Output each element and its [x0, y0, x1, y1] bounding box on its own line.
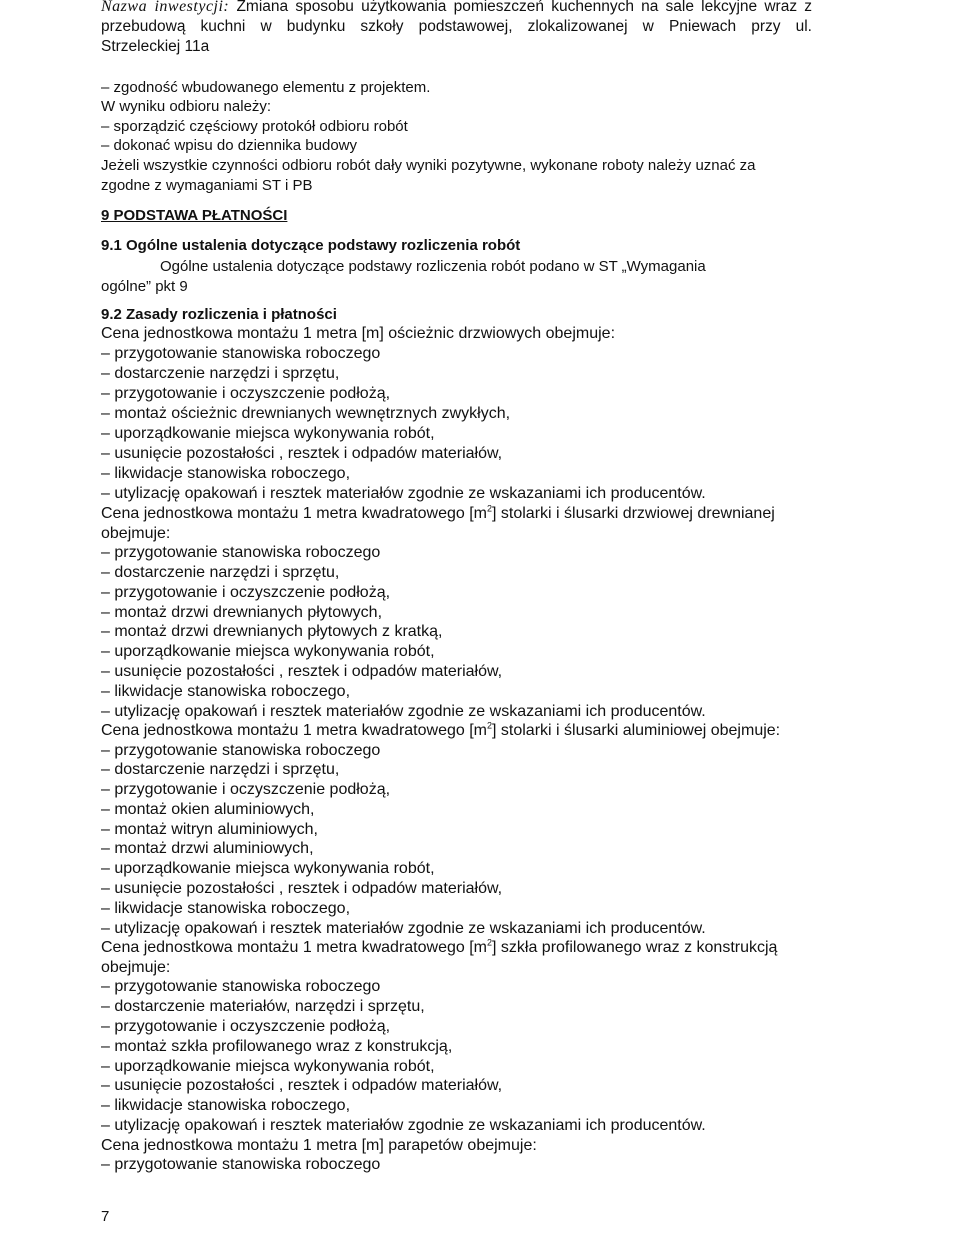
- list-item: – montaż witryn aluminiowych,: [101, 821, 318, 838]
- block-2-intro-b: ] stolarki i ślusarki drzwiowej drewnianej: [492, 505, 775, 522]
- block-2-intro: [101, 504, 775, 524]
- block-4-intro: [101, 938, 777, 958]
- block-3-intro-b: ] stolarki i ślusarki aluminiowej obejmuje:: [492, 722, 781, 739]
- investment-header-line-3: Strzeleckiej 11a: [101, 38, 210, 55]
- list-item: – przygotowanie i oczyszczenie podłożą,: [101, 584, 391, 601]
- block-3-intro-a: Cena jednostkowa montażu 1 metra kwadratowego [m: [101, 722, 487, 739]
- list-item: – przygotowanie i oczyszczenie podłożą,: [101, 385, 391, 402]
- list-item: – przygotowanie stanowiska roboczego: [101, 345, 381, 362]
- list-item: – utylizację opakowań i resztek materiałów zgodnie ze wskazaniami ich producentów.: [101, 485, 706, 502]
- list-item: – przygotowanie stanowiska roboczego: [101, 544, 381, 561]
- list-item: – utylizację opakowań i resztek materiałów zgodnie ze wskazaniami ich producentów.: [101, 920, 706, 937]
- intro-paragraph-line-2: zgodne z wymaganiami ST i PB: [101, 177, 313, 194]
- section-9-1-text-1: Ogólne ustalenia dotyczące podstawy rozliczenia robót podano w ST „Wymagania: [160, 258, 706, 275]
- list-item: – przygotowanie stanowiska roboczego: [101, 742, 381, 759]
- list-item: – usunięcie pozostałości , resztek i odpadów materiałów,: [101, 663, 503, 680]
- investment-text-1: Zmiana sposobu użytkowania pomieszczeń kuchennych na sale lekcyjne wraz z: [236, 0, 812, 15]
- block-2-sup: 2: [486, 503, 492, 514]
- list-item: – montaż okien aluminiowych,: [101, 801, 315, 818]
- list-item: – przygotowanie i oczyszczenie podłożą,: [101, 1018, 391, 1035]
- list-item: – montaż ościeżnic drewnianych wewnętrznych zwykłych,: [101, 405, 511, 422]
- list-item: – likwidacje stanowiska roboczego,: [101, 683, 351, 700]
- section-9-1-text-2: ogólne” pkt 9: [101, 278, 188, 295]
- list-item: – dostarczenie narzędzi i sprzętu,: [101, 761, 340, 778]
- list-item: – uporządkowanie miejsca wykonywania robót,: [101, 860, 435, 877]
- section-9-1-title: 9.1 Ogólne ustalenia dotyczące podstawy rozliczenia robót: [101, 237, 521, 254]
- list-item: – uporządkowanie miejsca wykonywania robót,: [101, 1058, 435, 1075]
- block-4-intro-a: Cena jednostkowa montażu 1 metra kwadratowego [m: [101, 939, 487, 956]
- list-item: – usunięcie pozostałości , resztek i odpadów materiałów,: [101, 445, 503, 462]
- investment-header-line-1: [101, 0, 812, 17]
- intro-line-2: W wyniku odbioru należy:: [101, 98, 272, 115]
- section-9-2-title: 9.2 Zasady rozliczenia i płatności: [101, 306, 337, 323]
- list-item: – usunięcie pozostałości , resztek i odpadów materiałów,: [101, 1077, 503, 1094]
- list-item: – uporządkowanie miejsca wykonywania robót,: [101, 643, 435, 660]
- list-item: – likwidacje stanowiska roboczego,: [101, 465, 351, 482]
- section-9-title: 9 PODSTAWA PŁATNOŚCI: [101, 207, 288, 224]
- list-item: – przygotowanie i oczyszczenie podłożą,: [101, 781, 391, 798]
- intro-paragraph-line-1: Jeżeli wszystkie czynności odbioru robót dały wyniki pozytywne, wykonane roboty należy uznać za: [101, 157, 756, 174]
- list-item: – przygotowanie stanowiska roboczego: [101, 1156, 381, 1173]
- block-4-sup: 2: [486, 937, 492, 948]
- intro-item-3: – sporządzić częściowy protokół odbioru robót: [101, 118, 408, 135]
- list-item: – przygotowanie stanowiska roboczego: [101, 978, 381, 995]
- list-item: – montaż szkła profilowanego wraz z konstrukcją,: [101, 1038, 453, 1055]
- list-item: – utylizację opakowań i resztek materiałów zgodnie ze wskazaniami ich producentów.: [101, 1117, 706, 1134]
- intro-item-4: – dokonać wpisu do dziennika budowy: [101, 137, 358, 154]
- list-item: – usunięcie pozostałości , resztek i odpadów materiałów,: [101, 880, 503, 897]
- block-4-intro-2: obejmuje:: [101, 959, 171, 976]
- block-2-intro-2: obejmuje:: [101, 525, 171, 542]
- list-item: – likwidacje stanowiska roboczego,: [101, 1097, 351, 1114]
- list-item: – montaż drzwi aluminiowych,: [101, 840, 314, 857]
- investment-label: Nazwa inwestycji:: [101, 0, 230, 15]
- block-1-intro: Cena jednostkowa montażu 1 metra [m] ościeżnic drzwiowych obejmuje:: [101, 325, 616, 342]
- list-item: – dostarczenie materiałów, narzędzi i sprzętu,: [101, 998, 425, 1015]
- investment-header-line-2: przebudową kuchni w budynku szkoły podstawowej, zlokalizowanej w Pniewach przy ul.: [101, 18, 812, 35]
- list-item: – montaż drzwi drewnianych płytowych z kratką,: [101, 623, 443, 640]
- block-5-intro: Cena jednostkowa montażu 1 metra [m] parapetów obejmuje:: [101, 1137, 537, 1154]
- list-item: – dostarczenie narzędzi i sprzętu,: [101, 564, 340, 581]
- block-4-intro-b: ] szkła profilowanego wraz z konstrukcją: [492, 939, 778, 956]
- block-3-intro: [101, 721, 780, 741]
- intro-item-1: – zgodność wbudowanego elementu z projektem.: [101, 79, 431, 96]
- list-item: – montaż drzwi drewnianych płytowych,: [101, 604, 383, 621]
- list-item: – utylizację opakowań i resztek materiałów zgodnie ze wskazaniami ich producentów.: [101, 703, 706, 720]
- list-item: – uporządkowanie miejsca wykonywania robót,: [101, 425, 435, 442]
- block-2-intro-a: Cena jednostkowa montażu 1 metra kwadratowego [m: [101, 505, 487, 522]
- block-3-sup: 2: [486, 720, 492, 731]
- list-item: – dostarczenie narzędzi i sprzętu,: [101, 365, 340, 382]
- list-item: – likwidacje stanowiska roboczego,: [101, 900, 351, 917]
- page-number: 7: [101, 1208, 110, 1225]
